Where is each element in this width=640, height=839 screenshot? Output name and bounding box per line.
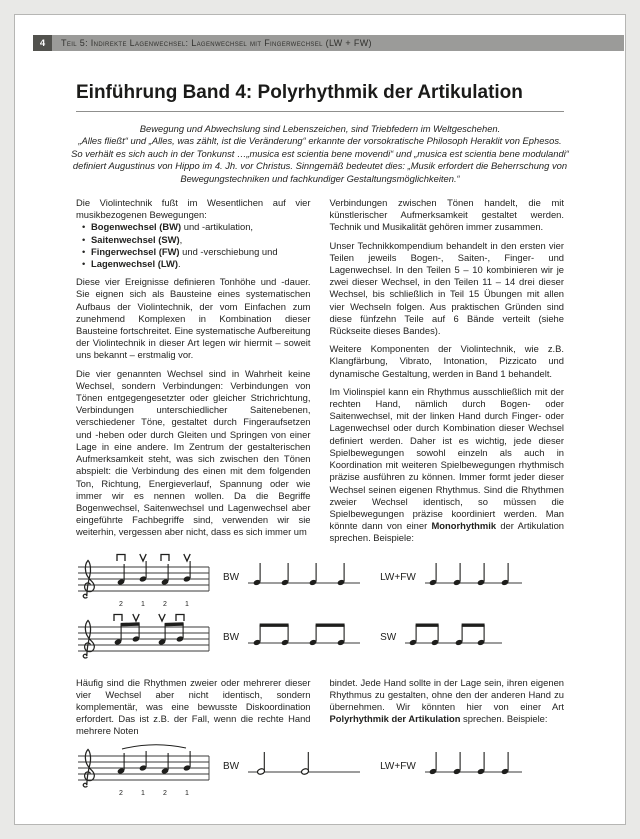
quarter-notes	[117, 751, 191, 774]
list-item	[82, 234, 311, 246]
rhythm-label-lwfw: LW+FW	[380, 760, 416, 772]
rhythm-label-bw: BW	[223, 571, 240, 583]
slur	[122, 744, 186, 748]
staff-notation-1	[76, 551, 211, 609]
down-bow-icon	[117, 554, 125, 561]
bullet-icon: •	[82, 221, 86, 233]
intro-line: Bewegung und Abwechslung sind Lebenszeichen, sind Triebfedern im Weltgeschehen.	[139, 123, 501, 134]
rhythm-label-bw: BW	[223, 631, 240, 643]
paragraph: bindet. Jede Hand sollte in der Lage sein, ihren eigenen Rhythmus zu gestalten, ohne den der anderen Hand zu übernehmen. Wir könnten hier von einer Art Polyrhythmik der Artikulation sprechen. Beispiele:	[329, 676, 564, 725]
bullet-icon: •	[82, 258, 86, 270]
rhythm-notation-bw-2	[247, 611, 362, 657]
rhythm-notation-bw-3	[247, 740, 362, 786]
paragraph: Verbindungen zwischen Tönen handelt, die mit künstlerischer Aufmerksamkeit gestaltet werden. Technik und Musikalität gehören immer zusammen.	[329, 197, 564, 233]
up-bow-icon	[159, 614, 165, 621]
music-example-row-3	[15, 740, 625, 798]
staff-lines	[78, 627, 209, 651]
fingering-number: 2	[119, 789, 123, 797]
quarter-notes	[429, 563, 509, 586]
up-bow-icon	[133, 614, 139, 621]
page-number: 4	[33, 35, 52, 51]
fingering-number: 1	[185, 600, 189, 608]
staff-notation-3	[76, 740, 211, 798]
bow-marks	[114, 614, 184, 621]
paragraph: Die Violintechnik fußt im Wesentlichen auf vier musikbezogenen Bewegungen:	[76, 197, 311, 221]
running-title: Teil 5: Indirekte Lagenwechsel: Lagenwechsel mit Fingerwechsel (LW + FW)	[52, 35, 624, 51]
fingering-number: 2	[163, 600, 167, 608]
down-bow-icon	[161, 554, 169, 561]
page-title: Einführung Band 4: Polyrhythmik der Artikulation	[76, 82, 523, 103]
intro-line: definiert Augustinus von Hippo im 4. Jh. vor Christus. Sinngemäß bedeutet dies: „Musik erfordert die Beherrschung von	[72, 160, 568, 172]
rhythm-notation-lwfw-1	[424, 551, 524, 597]
music-example-row-2	[15, 611, 625, 669]
bullet-text: Saitenwechsel (SW),	[91, 233, 183, 245]
paragraph: Diese vier Ereignisse definieren Tonhöhe und -dauer. Sie eignen sich als Bausteine eines systematischen Aufbaus der Violintechnik, der vom Einfachen zum zunehmend Komplexen in Kombination dieser Bausteine fortschreitet. Eine systematische Aufbereitung der Violintechnik in dieser Art legen wir hiermit – soweit uns bekannt – erstmalig vor.	[76, 276, 311, 361]
fingering-number: 1	[185, 789, 189, 797]
left-column	[76, 677, 311, 738]
bullet-list	[82, 221, 311, 270]
quarter-notes	[429, 752, 509, 775]
bow-marks	[117, 554, 190, 561]
fingering-number: 1	[141, 789, 145, 797]
document-page	[14, 14, 626, 825]
down-bow-icon	[114, 614, 122, 621]
right-column	[330, 197, 565, 544]
down-bow-icon	[176, 614, 184, 621]
list-item	[82, 246, 311, 258]
fingering-number: 1	[141, 600, 145, 608]
up-bow-icon	[184, 554, 190, 561]
intro-line: „Alles fließt“ und „Alles, was zählt, ist die Veränderung“ erkannte der vorsokratische Philosoph Heraklit von Ephesos.	[78, 135, 562, 147]
intro-quote	[15, 123, 625, 185]
bullet-icon: •	[82, 233, 86, 245]
rhythm-label-sw: SW	[380, 631, 397, 643]
list-item	[82, 258, 311, 270]
fingering-number: 2	[163, 789, 167, 797]
quarter-notes	[253, 563, 345, 586]
bullet-icon: •	[82, 245, 86, 257]
fingering-numbers	[119, 790, 189, 797]
staff-notation-2	[76, 611, 211, 669]
rhythm-notation-sw-2	[404, 611, 504, 657]
bullet-text: Fingerwechsel (FW) und -verschiebung und	[91, 245, 278, 257]
title-divider	[76, 111, 564, 112]
paragraph: Die vier genannten Wechsel sind in Wahrheit keine Wechsel, sondern Verbindungen: Verbindungen von Tönen entgegengesetzter oder gleicher Strichrichtung, Verbindungen unterschiedlicher Saitenebenen, verschiedener Töne, gestaltet durch Fingeraufsetzen und -heben oder durch Gleiten und Springen von einer Lage in eine andere. Im Zentrum der gestalterischen Aufmerksamkeit steht, was sich zwischen den Tönen abspielt: die Verbindung des einen mit dem folgenden Ton, Richtung, Energieverlauf, Spannung oder wie immer wir es nennen wollen. Da die Begriffe Bogenwechsel, Saitenwechsel und Lagenwechsel aber eingeführte Fachbegriffe sind, verwenden wir sie weiterhin, vergessen aber nicht, dass es sich immer um	[76, 367, 311, 538]
rhythm-notation-lwfw-3	[424, 740, 524, 786]
bullet-text: Lagenwechsel (LW).	[91, 258, 181, 270]
fingering-numbers	[119, 601, 189, 608]
intro-line: Bewegungstechniken und fachkundiger Gestaltungsmöglichkeiten.“	[180, 172, 460, 184]
paragraph: Weitere Komponenten der Violintechnik, wie z.B. Klangfärbung, Vibrato, Intonation, Pizzicato und dynamische Gestaltung, werden in Band 1 behandelt.	[329, 343, 564, 379]
rhythm-label-lwfw: LW+FW	[380, 571, 416, 583]
fingering-number: 2	[119, 600, 123, 608]
music-example-row-1	[15, 551, 625, 609]
paragraph: Häufig sind die Rhythmen zweier oder mehrerer dieser vier Wechsel aber nicht identisch, sondern komplementär, was eine bewusste Diskoordination erfordert. Das ist z.B. der Fall, wenn die rechte Hand mehrere Noten	[76, 676, 311, 737]
running-header	[33, 35, 624, 51]
paragraph: Im Violinspiel kann ein Rhythmus ausschließlich mit der rechten Hand, nämlich durch Bogen- oder Saitenwechsel, mit der linken Hand durch Finger- oder Lagenwechsel oder durch Kombination dieser Wechsel definiert werden. Daher ist es wichtig, jede dieser Spielbewegungen sowohl einzeln als auch in Koordination mit weiteren Spielbewegungen rhythmisch präzise ausführen zu können. Immer formt jeder dieser Wechsel seinen eigenen Rhythmus. Sind die Rhythmen zweier Wechsel identisch, so müssen die Spielbewegungen präzise koordiniert werden. Man könnte dann von einer Monorhythmik der Artikulation sprechen. Beispiele:	[329, 385, 564, 544]
body-columns-top	[15, 197, 625, 544]
rhythm-label-bw: BW	[223, 760, 240, 772]
bullet-text: Bogenwechsel (BW) und -artikulation,	[91, 221, 254, 233]
list-item	[82, 221, 311, 233]
body-columns-bottom	[15, 677, 625, 738]
right-column	[330, 677, 565, 738]
intro-line: So verhält es sich auch in der Tonkunst …„musica est scientia bene movendi“ und „musica est scientia bene modulandi“	[71, 147, 569, 159]
rhythm-notation-bw-1	[247, 551, 362, 597]
left-column	[76, 197, 311, 544]
up-bow-icon	[140, 554, 146, 561]
paragraph: Unser Technikkompendium behandelt in den ersten vier Teilen jeweils Bogen-, Saiten-, Finger- und Lagenwechsel. In den Teilen 5 – 10 kombinieren wir je zwei dieser Wechsel, in den Teilen 11 – 14 drei dieser Wechsel, bis schließlich in Teil 15 Übungen mit allen vier Wechseln folgen. Aus praktischen Gründen sind diese fünfzehn Teile auf 6 Bände verteilt (siehe Rückseite dieses Bandes).	[329, 239, 564, 337]
